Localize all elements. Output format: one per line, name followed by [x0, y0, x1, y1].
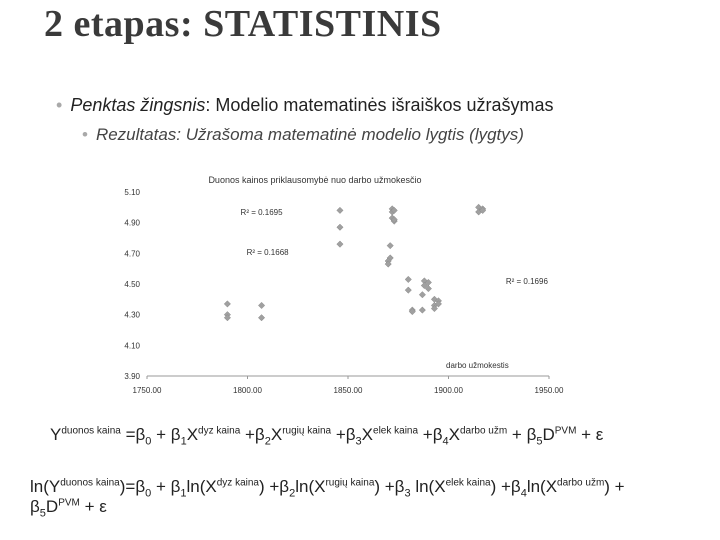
bullet-step-label: Penktas žingsnis — [70, 95, 206, 115]
data-point — [337, 241, 343, 247]
bullet-dot-icon: • — [56, 95, 63, 115]
y-tick-label: 4.30 — [124, 310, 140, 320]
bullet-dot-icon: • — [82, 125, 88, 144]
y-tick-label: 4.50 — [124, 280, 140, 289]
y-tick-label: 4.90 — [124, 218, 140, 228]
data-point — [419, 292, 425, 298]
bullet-step — [56, 95, 554, 116]
r-squared-label: R² = 0.1668 — [246, 247, 289, 257]
x-tick-label: 1750.00 — [132, 386, 162, 395]
r-squared-label: R² = 0.1696 — [505, 277, 548, 286]
bullet-result-text: Rezultatas: Užrašoma matematinė modelio lygtis (lygtys) — [95, 125, 524, 144]
equation-linear: $Y^{duonos kaina} =\beta_0 + \beta_1X^{dyz kaina} +\beta_2X^{rugių kaina} +\beta_3X^{elek kaina} +\beta_4X^{darbo užm} + \beta_5D^{PVM} + \varepsilon$ — [50, 425, 604, 448]
bullet-step-text: : Modelio matematinės išraiškos užrašymas — [205, 95, 554, 115]
y-tick-label: 3.90 — [124, 372, 140, 381]
x-tick-label: 1850.00 — [333, 386, 363, 395]
data-point — [337, 224, 343, 230]
y-tick-label: 4.10 — [124, 341, 140, 351]
chart-title: Duonos kainos priklausomybė nuo darbo užmokesčio — [208, 175, 422, 185]
data-point — [258, 302, 264, 308]
x-tick-label: 1950.00 — [534, 386, 564, 395]
slide-title: 2 etapas: STATISTINIS — [44, 3, 442, 45]
x-axis-label: darbo užmokestis — [446, 361, 509, 370]
scatter-chart — [100, 168, 600, 400]
data-point — [405, 287, 411, 293]
data-point — [258, 315, 264, 321]
data-point — [405, 276, 411, 282]
x-tick-label: 1900.00 — [434, 386, 463, 395]
y-tick-label: 5.10 — [124, 188, 140, 197]
bullet-result — [82, 125, 524, 145]
r-squared-label: R² = 0.1695 — [240, 208, 283, 217]
y-tick-label: 4.70 — [124, 249, 140, 259]
data-point — [387, 242, 393, 248]
data-point — [337, 207, 343, 213]
equation-log-line1: $\ln(Y^{duonos kaina})=\beta_0 + \beta_1\ln(X^{dyz kaina}) +\beta_2\ln(X^{rugių kaina}) +\beta_3$ $\ln(X^{elek kaina}) +\beta_4\ln(X^{darbo užm})$ + — [30, 477, 625, 500]
equation-log-line2: $\beta_5D^{PVM} + \varepsilon$ — [30, 497, 107, 520]
data-point — [419, 307, 425, 313]
data-point — [224, 301, 230, 307]
x-tick-label: 1800.00 — [233, 386, 262, 395]
